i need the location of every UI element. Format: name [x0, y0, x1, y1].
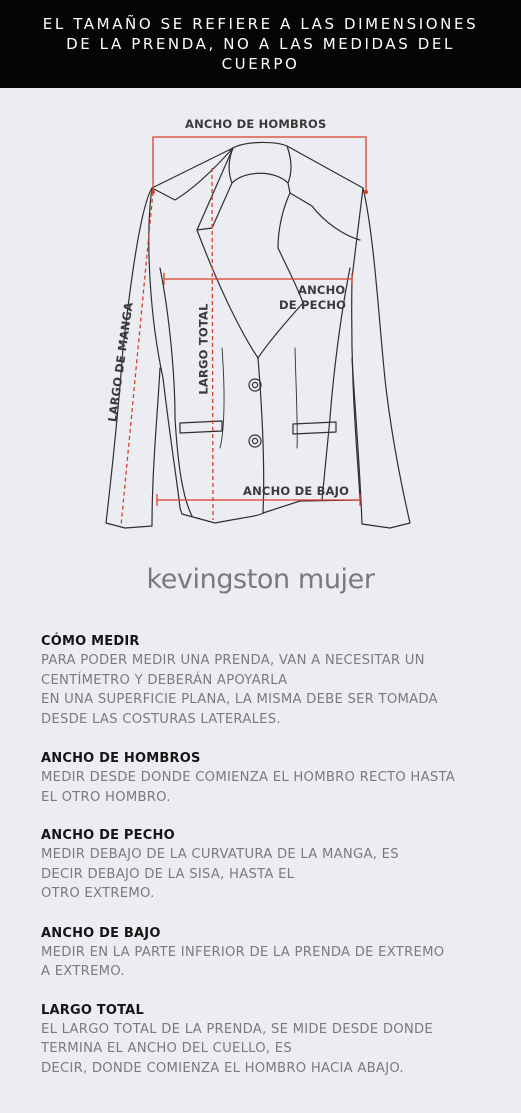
banner-line: CUERPO: [221, 55, 300, 73]
banner-line: DE LA PRENDA, NO A LAS MEDIDAS DEL: [66, 35, 455, 53]
total-length-label: LARGO TOTAL: [196, 303, 211, 395]
section-chest-width: [41, 826, 491, 904]
collar: [229, 146, 291, 183]
brand-logo: kevingston mujer: [146, 564, 375, 595]
section-total-length: [41, 1001, 491, 1079]
section-line: EL LARGO TOTAL DE LA PRENDA, SE MIDE DESDE DONDE: [41, 1021, 433, 1037]
chest-width-label-line1: ANCHO: [298, 283, 346, 297]
section-line: DESDE LAS COSTURAS LATERALES.: [41, 711, 281, 727]
left-pocket: [180, 421, 222, 433]
section-line: EL OTRO HOMBRO.: [41, 789, 171, 805]
section-title: LARGO TOTAL: [41, 1002, 144, 1018]
jacket-illustration: [0, 88, 521, 628]
hem-width-label: ANCHO DE BAJO: [243, 484, 350, 498]
section-line: MEDIR EN LA PARTE INFERIOR DE LA PRENDA DE EXTREMO: [41, 944, 445, 960]
section-line: MEDIR DESDE DONDE COMIENZA EL HOMBRO RECTO HASTA: [41, 770, 456, 785]
section-shoulder-width: [41, 749, 491, 807]
jacket-outline: [149, 142, 363, 523]
size-notice-banner: [0, 0, 521, 88]
section-line: MEDIR DEBAJO DE LA CURVATURA DE LA MANGA, ES: [41, 847, 399, 862]
button-top: [249, 379, 261, 391]
button-bottom: [249, 435, 261, 447]
sleeve-length-label: LARGO DE MANGA: [105, 301, 136, 423]
section-line: A EXTREMO.: [41, 964, 125, 979]
jacket-measurement-diagram: [0, 88, 521, 628]
banner-line: EL TAMAÑO SE REFIERE A LAS DIMENSIONES: [42, 15, 479, 33]
section-title: ANCHO DE HOMBROS: [41, 751, 201, 766]
shoulder-width-bracket: [153, 137, 366, 192]
section-line: CENTÍMETRO Y DEBERÁN APOYARLA: [41, 672, 288, 688]
section-title: ANCHO DE PECHO: [41, 828, 175, 843]
section-title: CÓMO MEDIR: [41, 634, 140, 649]
measuring-instructions: [41, 632, 491, 1078]
right-sleeve: [352, 188, 410, 528]
section-line: PARA PODER MEDIR UNA PRENDA, VAN A NECESITAR UN: [41, 653, 425, 668]
section-line: DECIR DEBAJO DE LA SISA, HASTA EL: [41, 866, 295, 882]
section-line: OTRO EXTREMO.: [41, 886, 155, 901]
section-line: EN UNA SUPERFICIE PLANA, LA MISMA DEBE SER TOMADA: [41, 692, 438, 707]
shoulder-width-label: ANCHO DE HOMBROS: [185, 117, 327, 131]
section-line: DECIR, DONDE COMIENZA EL HOMBRO HACIA ABAJO.: [41, 1060, 404, 1076]
total-length-line: [212, 168, 213, 520]
section-line: TERMINA EL ANCHO DEL CUELLO, ES: [41, 1041, 293, 1056]
section-how-to-measure: [41, 632, 491, 729]
section-title: ANCHO DE BAJO: [41, 925, 161, 941]
right-lapel: [258, 183, 303, 358]
chest-width-label-line2: DE PECHO: [279, 298, 347, 312]
section-hem-width: [41, 924, 491, 982]
